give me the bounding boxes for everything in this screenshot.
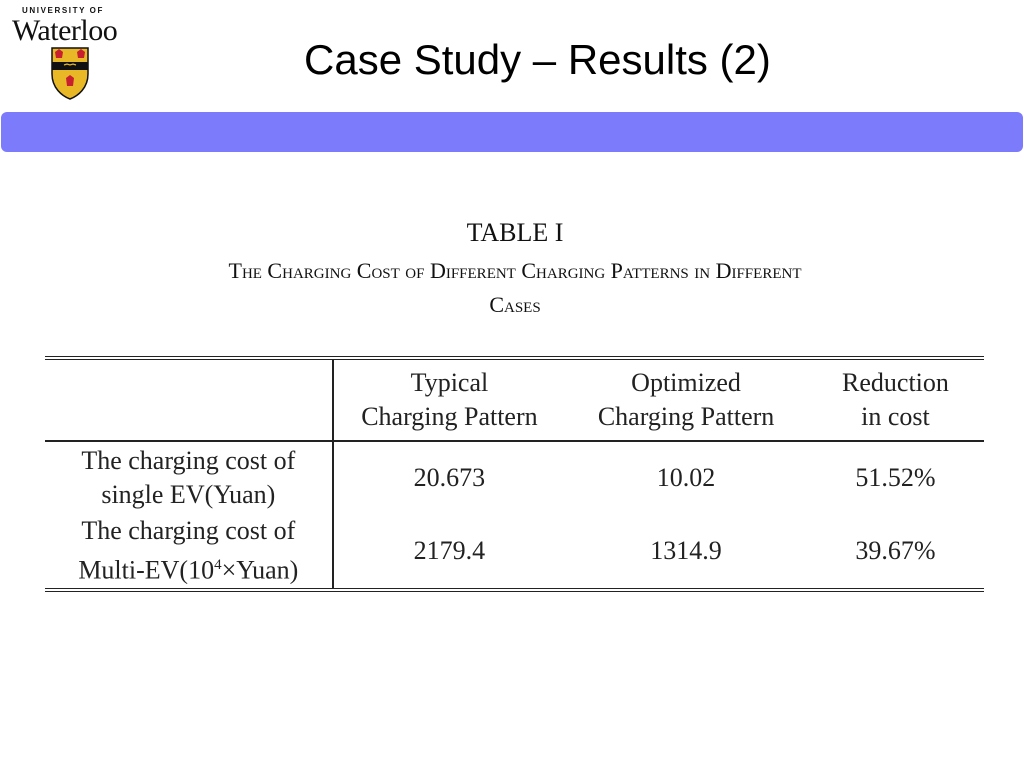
header-typical-line-1: Typical — [410, 368, 489, 397]
row-label-multi-ev — [45, 514, 333, 590]
header-optimized-line-2: Charging Pattern — [597, 402, 775, 431]
cell-reduction: 51.52% — [855, 463, 936, 492]
row-label-single-ev — [45, 441, 333, 514]
row-label-line-2 — [51, 548, 326, 588]
row-label-prefix: Multi-EV(10 — [78, 555, 215, 585]
header-reduction — [807, 358, 984, 441]
crest-shield-icon — [50, 46, 90, 100]
header-reduction-line-1: Reduction — [842, 368, 949, 397]
table-row — [45, 514, 984, 590]
cell-typical: 20.673 — [413, 463, 486, 492]
logo-wordmark: Waterloo — [12, 14, 118, 47]
cell-reduction: 39.67% — [855, 535, 936, 565]
table-caption-title — [40, 254, 990, 322]
table-caption-line-2: Cases — [489, 292, 541, 317]
table-header-row — [45, 358, 984, 441]
cell-optimized: 1314.9 — [650, 535, 722, 565]
header-empty-cell — [45, 358, 333, 441]
cell-optimized: 10.02 — [656, 463, 716, 492]
table-row — [45, 441, 984, 514]
header-reduction-line-2: in cost — [861, 402, 930, 431]
logo-university-text: UNIVERSITY OF — [22, 6, 104, 15]
row-label-line-1: The charging cost of — [81, 446, 296, 475]
table-caption-line-1: The Charging Cost of Different Charging Patterns in Different — [228, 258, 802, 283]
cell-typical: 2179.4 — [413, 535, 486, 565]
row-label-exponent: 4 — [214, 557, 222, 573]
header-typical-line-2: Charging Pattern — [361, 402, 538, 431]
header-accent-bar — [1, 112, 1023, 152]
table-caption-number: TABLE I — [466, 218, 564, 247]
slide-title: Case Study – Results (2) — [304, 36, 771, 83]
header-optimized — [565, 358, 807, 441]
charging-cost-table — [45, 356, 984, 592]
header-typical — [333, 358, 566, 441]
row-label-suffix: ×Yuan) — [221, 555, 299, 585]
row-label-line-1: The charging cost of — [81, 516, 296, 545]
university-logo — [8, 4, 138, 100]
row-label-line-2: single EV(Yuan) — [101, 480, 276, 509]
header-optimized-line-1: Optimized — [631, 368, 741, 397]
